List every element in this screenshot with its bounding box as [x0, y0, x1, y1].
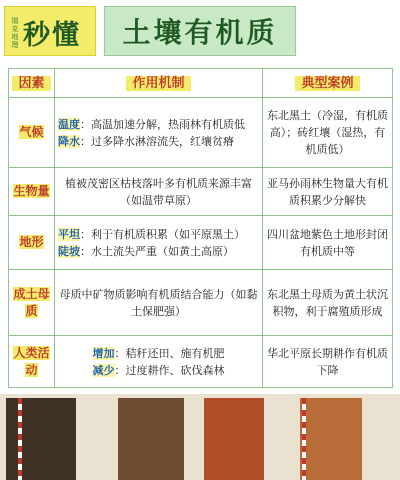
case-cell: 东北黑土（冷湿，有机质高）；砖红壤（湿热，有机质低）	[263, 98, 393, 168]
case-cell: 华北平原长期耕作有机质下降	[263, 336, 393, 388]
page-title: 土壤有机质	[122, 16, 278, 49]
factor-cell: 人类活动	[9, 336, 55, 388]
table-row	[9, 168, 393, 216]
brand-name: 瑞克地理	[11, 17, 19, 49]
factor-cell: 地形	[9, 216, 55, 270]
brand-slogan: 秒懂	[23, 20, 81, 51]
table-row	[9, 216, 393, 270]
factor-cell: 气候	[9, 98, 55, 168]
case-cell: 亚马孙雨林生物量大有机质积累少分解快	[263, 168, 393, 216]
soil-profile-photo-4	[300, 398, 362, 480]
table-row	[9, 270, 393, 336]
mechanism-cell: 母质中矿物质影响有机质结合能力（如黏土保肥强）	[55, 270, 263, 336]
mechanism-cell: 植被茂密区枯枝落叶多有机质来源丰富（如温带草原）	[55, 168, 263, 216]
mechanism-cell: 温度：高温加速分解，热雨林有机质低 降水：过多降水淋溶流失，红壤贫瘠	[55, 98, 263, 168]
table-row	[9, 336, 393, 388]
brand-badge	[4, 6, 96, 56]
measuring-stick	[302, 398, 306, 480]
factor-cell: 成土母质	[9, 270, 55, 336]
case-cell: 东北黑土母质为黄土状沉积物，利于腐殖质形成	[263, 270, 393, 336]
measuring-stick	[18, 398, 22, 480]
header-case: 典型案例	[263, 69, 393, 98]
title-box	[104, 6, 296, 56]
factor-table	[8, 68, 393, 388]
table-row	[9, 98, 393, 168]
factor-cell: 生物量	[9, 168, 55, 216]
table-header-row	[9, 69, 393, 98]
mechanism-cell: 平坦：利于有机质积累（如平原黑土） 陡坡：水土流失严重（如黄土高原）	[55, 216, 263, 270]
header	[0, 0, 400, 62]
header-factor: 因素	[9, 69, 55, 98]
soil-profile-photo-3	[204, 398, 264, 480]
header-mechanism: 作用机制	[55, 69, 263, 98]
soil-profile-photo-2	[118, 398, 184, 480]
soil-profile-photo-1	[6, 398, 76, 480]
mechanism-cell: 增加：秸秆还田、施有机肥 减少：过度耕作、砍伐森林	[55, 336, 263, 388]
case-cell: 四川盆地紫色土地形封闭有机质中等	[263, 216, 393, 270]
soil-profile-photos	[0, 394, 400, 480]
